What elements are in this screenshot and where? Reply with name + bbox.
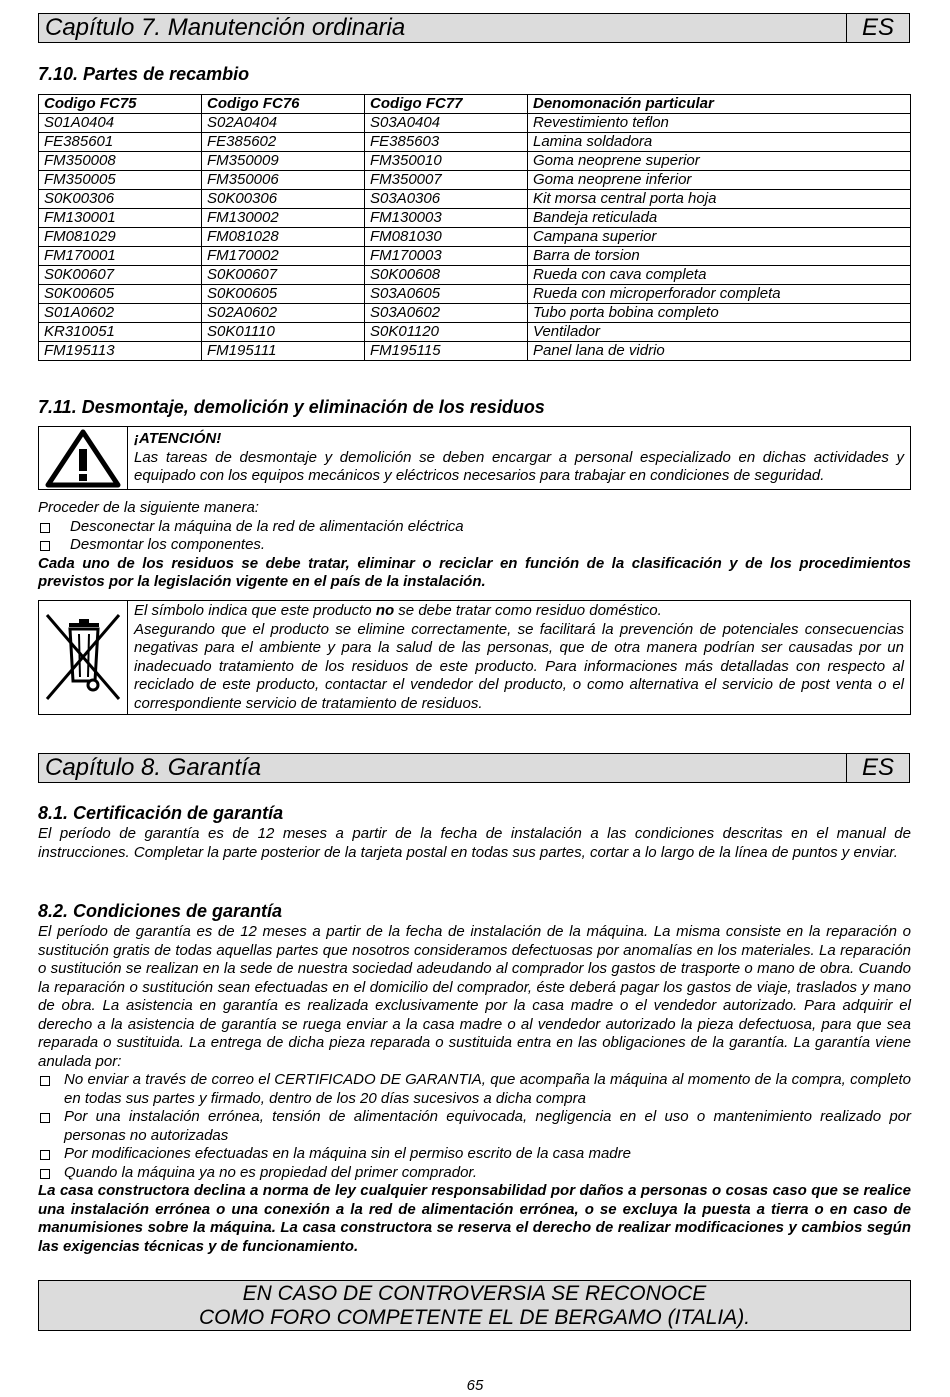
table-row [39,209,911,228]
table-cell: S0K00306 [202,190,365,209]
table-cell: FM350006 [202,171,365,190]
weee-box [38,600,911,715]
table-row [39,266,911,285]
checkbox-bullet-icon [40,1150,50,1160]
table-cell: FE385601 [39,133,202,152]
list-item: Desmontar los componentes. [38,536,911,555]
table-cell: KR310051 [39,323,202,342]
table-cell: S0K01110 [202,323,365,342]
warranty-conditions [38,923,911,1256]
table-cell: S0K00607 [202,266,365,285]
table-cell: FM170001 [39,247,202,266]
table-cell: FM081028 [202,228,365,247]
weee-statement: El símbolo indica que este producto no se debe tratar como residuo doméstico. [134,602,662,619]
table-row [39,304,911,323]
table-row [39,323,911,342]
table-cell: Bandeja reticulada [528,209,911,228]
liability-note: La casa constructora declina a norma de ley cualquier responsabilidad por daños a personas o cosas caso que se realice una instalación errónea o una conexión a la red de alimentación errónea, o se excluya la puesta a tierra o en caso de manumisiones sobre la máquina. La casa constructora se reserva el derecho de realizar modificaciones y cambios según las exigencias técnicas y de funcionamiento. [38,1182,911,1255]
table-row [39,342,911,361]
table-cell: FE385603 [365,133,528,152]
table-cell: FM130002 [202,209,365,228]
table-cell: Rueda con cava completa [528,266,911,285]
table-cell: FM350010 [365,152,528,171]
table-cell: FM130003 [365,209,528,228]
chapter-title: Capítulo 8. Garantía [45,754,262,781]
warning-title: ¡ATENCIÓN! [134,430,222,447]
table-cell: S0K00605 [202,285,365,304]
table-cell: FM081030 [365,228,528,247]
table-cell: Tubo porta bobina completo [528,304,911,323]
table-cell: S03A0306 [365,190,528,209]
list-item: Por una instalación errónea, tensión de alimentación equivocada, negligencia en el uso o mantenimiento realizado por personas no autorizadas [38,1108,911,1145]
table-cell: FM350007 [365,171,528,190]
table-row [39,114,911,133]
table-cell: S03A0404 [365,114,528,133]
checkbox-bullet-icon [40,1076,50,1086]
crossed-bin-icon [39,601,128,714]
table-cell: S01A0404 [39,114,202,133]
list-item: No enviar a través de correo el CERTIFICADO DE GARANTIA, que acompaña la máquina al momento de la compra, completo en todas sus partes y firmado, dentro de los 20 días sucesivos a dicha compra [38,1071,911,1108]
table-cell: S03A0602 [365,304,528,323]
column-header: Denomonación particular [528,95,911,114]
section-title: 7.11. Desmontaje, demolición y eliminación de los residuos [38,397,545,417]
table-cell: FM350009 [202,152,365,171]
warning-box [38,426,911,490]
table-row [39,247,911,266]
table-cell: S03A0605 [365,285,528,304]
list-item: Desconectar la máquina de la red de alimentación eléctrica [38,518,911,537]
chapter-7-header [38,13,910,43]
weee-text: Asegurando que el producto se elimine correctamente, se facilitará la prevención de potenciales consecuencias negativas para el ambiente y para la salud de las personas, que de otra manera podrían ser causadas por un inadecuado tratamiento de los residuos de este producto. Para informaciones más detalladas con respecto al reciclado de este producto, contactar el vendedor del producto, o como alternativa el servicio de post venta o el correspondiente servicio de tratamiento de residuos. [134,620,904,712]
table-cell: FM081029 [39,228,202,247]
table-row [39,152,911,171]
jurisdiction-line: COMO FORO COMPETENTE EL DE BERGAMO (ITALIA). [198,1306,751,1329]
table-cell: S01A0602 [39,304,202,323]
list-item: Por modificaciones efectuadas en la máquina sin el permiso escrito de la casa madre [38,1145,911,1164]
column-header: Codigo FC75 [39,95,202,114]
table-cell: FE385602 [202,133,365,152]
table-cell: FM350008 [39,152,202,171]
table-row [39,285,911,304]
page-number: 65 [466,1377,484,1394]
table-header-row [39,95,911,114]
column-header: Codigo FC77 [365,95,528,114]
warning-icon [39,427,128,489]
table-cell: Kit morsa central porta hoja [528,190,911,209]
table-row [39,133,911,152]
language-code: ES [846,14,909,42]
table-cell: Rueda con microperforador completa [528,285,911,304]
table-cell: S0K00608 [365,266,528,285]
checkbox-bullet-icon [40,541,50,551]
table-cell: FM350005 [39,171,202,190]
disposal-note: Cada uno de los residuos se debe tratar, eliminar o reciclar en función de la clasificación y de los procedimientos previstos por la legislación vigente en el país de la instalación. [38,554,911,590]
table-cell: FM170003 [365,247,528,266]
table-cell: Goma neoprene inferior [528,171,911,190]
table-cell: S0K00605 [39,285,202,304]
table-row [39,228,911,247]
section-title: 8.2. Condiciones de garantía [38,901,283,921]
jurisdiction-line: EN CASO DE CONTROVERSIA SE RECONOCE [242,1282,707,1305]
table-cell: S02A0404 [202,114,365,133]
table-cell: FM130001 [39,209,202,228]
table-row [39,190,911,209]
table-cell: Revestimiento teflon [528,114,911,133]
certification-text: El período de garantía es de 12 meses a partir de la fecha de instalación a las condiciones descritas en el manual de instrucciones. Completar la parte posterior de la tarjeta postal en todas sus partes, cortar a lo largo de la línea de puntos y enviar. [38,825,911,861]
conditions-text: El período de garantía es de 12 meses a partir de la fecha de instalación de la máquina. La misma consiste en la reparación o sustitución gratis de todas aquellas partes que nosotros consideramos defectuosas por anomalías en los materiales. La reparación o sustitución se realizan en la sede de nuestra sociedad adeudando al comprador los gastos de trasporte o mano de obra. Cuando la reparación o sustitución sean efectuadas en el domicilio del comprador, éste deberá pagar los gastos de viaje, traslados y mano de obra. La asistencia en garantía es realizada exclusivamente por la casa madre o el vendedor autorizado. Para adquirir el derecho a la asistencia de garantía se ruega enviar a la casa madre o al vendedor autorizado la pieza defectuosa, para que sea reparada o sustituida. La entrega de dicha pieza reparada o sustituida entra en las obligaciones de la garantía. La garantía viene anulada por: [38,923,911,1070]
chapter-title: Capítulo 7. Manutención ordinaria [45,14,406,41]
table-cell: Panel lana de vidrio [528,342,911,361]
checkbox-bullet-icon [40,1169,50,1179]
language-code: ES [846,754,909,782]
table-cell: FM195111 [202,342,365,361]
checkbox-bullet-icon [40,1113,50,1123]
section-title: 8.1. Certificación de garantía [38,803,284,823]
warning-text: Las tareas de desmontaje y demolición se deben encargar a personal especializado en dichas actividades y equipado con los equipos mecánicos y eléctricos necesarios para trabajar en condiciones de seguridad. [134,448,904,484]
jurisdiction-box [38,1280,911,1331]
section-title: 7.10. Partes de recambio [38,64,250,84]
table-cell: S02A0602 [202,304,365,323]
table-cell: Barra de torsion [528,247,911,266]
column-header: Codigo FC76 [202,95,365,114]
table-cell: Ventilador [528,323,911,342]
table-row [39,171,911,190]
checkbox-bullet-icon [40,523,50,533]
disposal-procedure [38,499,911,592]
table-cell: S0K00607 [39,266,202,285]
list-item: Quando la máquina ya no es propiedad del primer comprador. [38,1164,911,1183]
table-cell: Goma neoprene superior [528,152,911,171]
table-cell: FM195115 [365,342,528,361]
table-cell: S0K00306 [39,190,202,209]
table-body [39,114,911,361]
table-cell: Lamina soldadora [528,133,911,152]
table-cell: Campana superior [528,228,911,247]
spare-parts-table [38,94,911,361]
table-cell: FM170002 [202,247,365,266]
chapter-8-header [38,753,910,783]
table-cell: S0K01120 [365,323,528,342]
table-cell: FM195113 [39,342,202,361]
procedure-intro: Proceder de la siguiente manera: [38,499,259,516]
